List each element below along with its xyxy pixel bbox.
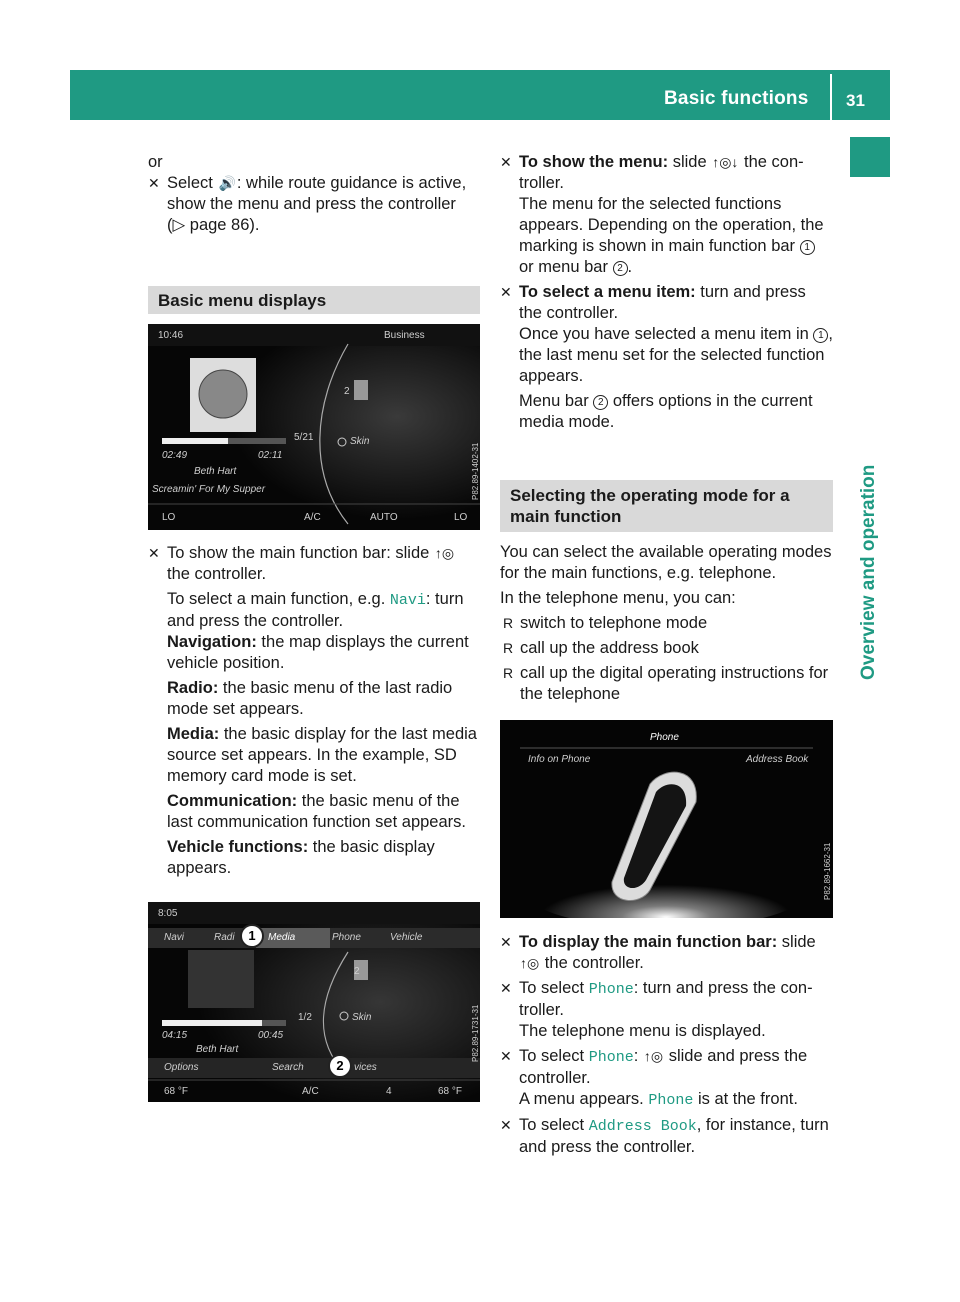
- item-navigation: Navigation: the map displays the current vehicle position.: [167, 633, 469, 672]
- bullet-icon: R: [503, 615, 514, 631]
- phone-screen-title: Phone: [650, 732, 679, 743]
- item-communication: Communication: the basic menu of the last communication function set appears.: [167, 792, 466, 831]
- menu-code-phone: Phone: [588, 981, 634, 998]
- menu-bar-note: Menu bar 2 offers options in the current media mode.: [519, 392, 813, 431]
- step-select-voice: ✕ Select 🔊: while route guidance is active, show the menu and press the controller (▷ page 86).: [148, 174, 467, 234]
- menu-code-phone: Phone: [648, 1092, 694, 1109]
- screen3-graphics: [500, 720, 833, 918]
- step-select-menu-item: ✕ To select a menu item: turn and press the controller. Once you have selected a menu item in 1 , the last menu set for the selected function appears.: [500, 283, 834, 385]
- step-show-menu: ✕ To show the menu: slide ↑◎↓ the con-troller. The menu for the selected functions appears. Depending on the operation, the marking is shown in main function bar 1 or menu bar 2 .: [500, 153, 824, 276]
- item-media: Media: the basic display for the last media source set appears. In the example, SD memory card mode is set.: [167, 725, 477, 785]
- select-main-function: To select a main function, e.g. Navi: turn and press the controller.: [167, 590, 464, 630]
- menu-code-navi: Navi: [389, 592, 426, 609]
- marker-1-icon: 1: [813, 328, 828, 343]
- controller-slide-up-icon: ↑◎: [520, 955, 540, 971]
- page-section-title: Basic functions: [664, 88, 809, 109]
- marker-2-icon: 2: [613, 261, 628, 276]
- screenshot-media-display: 10:46 Business 2 5/21 Skin 02:49 02:11 Beth Hart Screamin' For My Supper LO A/C AUTO LO P82.89-1402-31: [148, 324, 480, 530]
- menu-code-phone: Phone: [588, 1049, 634, 1066]
- callout-2: 2: [328, 1054, 352, 1078]
- list-item: R switch to telephone mode: [503, 614, 708, 632]
- left-intro: [148, 152, 480, 236]
- menu-code-address-book: Address Book: [588, 1118, 697, 1135]
- right-intro: You can select the available operating modes for the main functions, e.g. telephone. In the telephone menu, you can: R switch to telephone mode R call up the address book R call up the digital operating instructions for the telephone: [500, 543, 832, 703]
- bullet-icon: R: [503, 640, 514, 656]
- screen1-status: Business: [384, 330, 425, 341]
- screenshot-function-bar: 8:05 Navi Radi Media Phone Vehicle 2 1/2 Skin 04:15 00:45 Beth Hart Options Search vices 68 °F A/C 4 68 °F P82.89-1731-31 1 2: [148, 902, 480, 1102]
- side-chapter-label: Overview and operation: [858, 464, 879, 680]
- bullet-icon: R: [503, 665, 514, 681]
- screenshot-phone-menu: Phone Info on Phone Address Book P82.89-1662-31: [500, 720, 833, 918]
- step-show-function-bar: ✕ To show the main function bar: slide ↑◎ the controller.: [148, 544, 455, 583]
- right-steps-top: [500, 152, 833, 433]
- list-item: R call up the digital operating instructions for the telephone: [503, 664, 829, 703]
- page-reference: (▷ page 86).: [167, 216, 260, 234]
- left-steps: [148, 543, 480, 879]
- page-number: 31: [846, 91, 865, 110]
- marker-1-icon: 1: [800, 240, 815, 255]
- right-steps-bottom: [500, 932, 833, 1158]
- controller-slide-up-icon: ↑◎: [643, 1048, 664, 1064]
- step-display-function-bar: ✕ To display the main function bar: slide ↑◎ the controller.: [500, 933, 816, 972]
- voice-control-icon: 🔊: [218, 175, 236, 191]
- controller-slide-up-icon: ↑◎: [434, 545, 455, 561]
- step-select-phone: ✕ To select Phone: turn and press the con-troller. The telephone menu is displayed.: [500, 979, 813, 1040]
- section-heading-basic-menu: Basic menu displays: [148, 286, 480, 314]
- screen2-time: 8:05: [158, 908, 178, 919]
- callout-1: 1: [240, 924, 264, 948]
- step-select-phone-slide: ✕ To select Phone: ↑◎ slide and press the controller. A menu appears. Phone is at the front.: [500, 1047, 808, 1109]
- step-select-address-book: ✕ To select Address Book, for instance, turn and press the controller.: [500, 1116, 829, 1156]
- item-vehicle-functions: Vehicle functions: the basic display appears.: [167, 838, 435, 877]
- item-radio: Radio: the basic menu of the last radio mode set appears.: [167, 679, 453, 718]
- section-heading-operating-mode: Selecting the operating mode for a main function: [500, 480, 833, 532]
- list-item: R call up the address book: [503, 639, 699, 657]
- controller-slide-updown-icon: ↑◎↓: [712, 154, 739, 170]
- header-divider: [830, 74, 832, 120]
- marker-2-icon: 2: [593, 395, 608, 410]
- or-text: or: [148, 153, 163, 171]
- screen1-time: 10:46: [158, 330, 184, 341]
- step-arrow-icon: ✕: [148, 175, 160, 191]
- screen-graphics: [148, 324, 480, 530]
